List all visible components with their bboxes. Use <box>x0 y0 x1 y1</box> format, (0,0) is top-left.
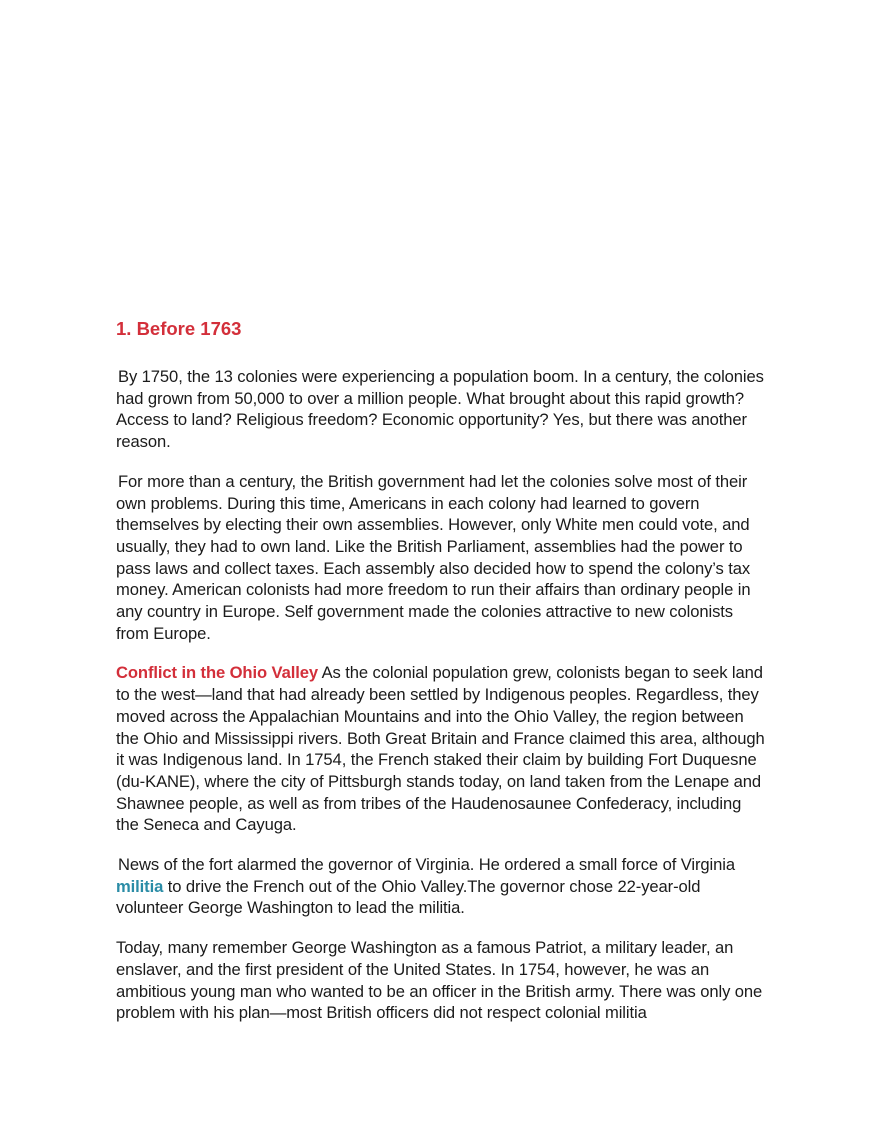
paragraph-ohio-valley <box>116 662 766 836</box>
subheading-conflict-ohio-valley: Conflict in the Ohio Valley <box>116 663 318 683</box>
paragraph-self-government: For more than a century, the British government had let the colonies solve most of their own problems. During this time, Americans in each colony had learned to govern themselves by electing their own assemblies. However, only White men could vote, and usually, they had to own land. Like the British Parliament, assemblies had the power to pass laws and collect taxes. Each assembly also decided how to spend the colony’s tax money. American colonists had more freedom to run their affairs than ordinary people in any country in Europe. Self government made the colonies attractive to new colonists from Europe. <box>116 471 751 643</box>
article-body <box>116 316 766 1042</box>
paragraph-population-boom: By 1750, the 13 colonies were experiencing a population boom. In a century, the colonies had grown from 50,000 to over a million people. What brought about this rapid growth? Access to land? Religious freedom? Economic opportunity? Yes, but there was another reason. <box>116 367 764 452</box>
paragraph-fort-news <box>116 854 766 919</box>
paragraph-ohio-valley-text: As the colonial population grew, colonists began to seek land to the west—land that had already been settled by Indigenous peoples. Regardless, they moved across the Appalachian Mountains and into the Ohio Valley, the region between the Ohio and Mississippi rivers. Both Great Britain and France claimed this area, although it was Indigenous land. In 1754, the French staked their claim by building Fort Duquesne (du-KANE), where the city of Pittsburgh stands today, on land taken from the Lenape and Shawnee people, as well as from tribes of the Haudenosaunee Confederacy, including the Seneca and Cayuga. <box>116 663 765 835</box>
section-heading: 1. Before 1763 <box>116 318 242 339</box>
glossary-term-militia[interactable]: militia <box>116 876 164 896</box>
paragraph-fort-news-text-end: to drive the French out of the Ohio Valley.The governor chose 22-year-old volunteer George Washington to lead the militia. <box>116 876 701 918</box>
paragraph-washington: Today, many remember George Washington as a famous Patriot, a military leader, an enslaver, and the first president of the United States. In 1754, however, he was an ambitious young man who wanted to be an officer in the British army. There was only one problem with his plan—most British officers did not respect colonial militia <box>116 938 763 1023</box>
paragraph-fort-news-text-start: News of the fort alarmed the governor of Virginia. He ordered a small force of Virginia <box>118 855 735 875</box>
